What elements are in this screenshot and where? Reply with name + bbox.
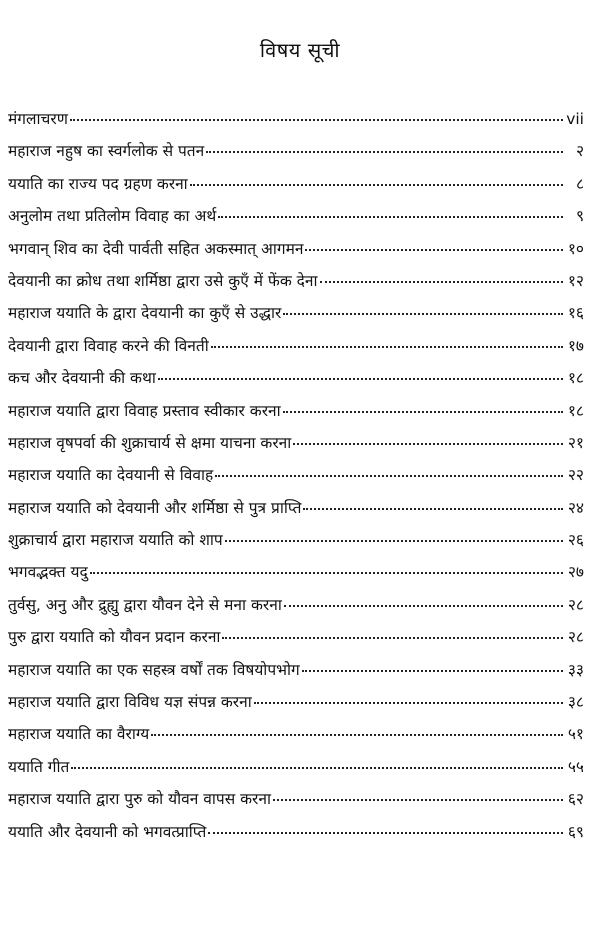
dot-leader <box>283 411 563 413</box>
toc-entry-page-number: vii <box>566 110 584 128</box>
toc-entry <box>8 496 584 528</box>
toc-entry <box>8 334 584 366</box>
toc-entry-page-number: १७ <box>567 336 584 355</box>
toc-entry-title: महाराज ययाति द्वारा विविध यज्ञ संपन्न करना <box>8 693 252 712</box>
toc-entry-page-number: २४ <box>567 498 584 517</box>
toc-entry-title: महाराज ययाति का एक सहस्त्र वर्षों तक विषयोपभोग <box>8 660 300 679</box>
toc-entry <box>8 366 584 398</box>
dot-leader <box>215 475 563 477</box>
toc-entry <box>8 301 584 333</box>
toc-entry-title: भगवान् शिव का देवी पार्वती सहित अकस्मात् आगमन <box>8 239 304 258</box>
toc-entry <box>8 593 584 625</box>
toc-entry-title: महाराज वृषपर्वा की शुक्राचार्य से क्षमा याचना करना <box>8 433 292 452</box>
toc-entry <box>8 399 584 431</box>
toc-entry-title: ययाति गीत <box>8 757 70 776</box>
toc-entry <box>8 658 584 690</box>
toc-entry-title: ययाति का राज्य पद ग्रहण करना <box>8 174 188 193</box>
toc-entry <box>8 269 584 301</box>
toc-entry <box>8 722 584 754</box>
toc-entry <box>8 172 584 204</box>
toc-entry-title: शुक्राचार्य द्वारा महाराज ययाति को शाप <box>8 531 223 550</box>
dot-leader <box>283 313 563 315</box>
toc-entry-page-number: १२ <box>567 271 584 290</box>
toc-entry <box>8 755 584 787</box>
dot-leader <box>225 540 563 542</box>
table-of-contents <box>8 107 584 852</box>
toc-entry <box>8 431 584 463</box>
toc-entry-page-number: १० <box>567 239 584 258</box>
dot-leader <box>71 767 563 769</box>
toc-entry-page-number: ६२ <box>567 790 584 809</box>
toc-entry <box>8 787 584 819</box>
toc-entry-page-number: ३८ <box>567 693 584 712</box>
toc-entry-title: महाराज ययाति के द्वारा देवयानी का कुएँ से उद्धार <box>8 304 282 323</box>
dot-leader <box>151 734 563 736</box>
dot-leader <box>206 151 563 153</box>
toc-entry-title: कच और देवयानी की कथा <box>8 369 156 388</box>
dot-leader <box>302 670 563 672</box>
toc-entry <box>8 820 584 852</box>
toc-entry-page-number: १८ <box>567 401 584 420</box>
toc-entry <box>8 560 584 592</box>
toc-entry <box>8 204 584 236</box>
dot-leader <box>208 832 563 834</box>
toc-entry-page-number: ९ <box>575 207 584 226</box>
toc-entry-title: तुर्वसु, अनु और द्रुह्यु द्वारा यौवन देने से मना करना <box>8 595 282 614</box>
dot-leader <box>254 702 563 704</box>
toc-entry-title: देवयानी द्वारा विवाह करने की विनती <box>8 336 209 355</box>
dot-leader <box>284 605 563 607</box>
toc-entry-page-number: ५५ <box>567 757 584 776</box>
dot-leader <box>70 119 563 121</box>
dot-leader <box>303 508 563 510</box>
toc-entry-title: देवयानी का क्रोध तथा शर्मिष्ठा द्वारा उसे कुएँ में फेंक देना <box>8 271 318 290</box>
toc-entry <box>8 625 584 657</box>
toc-entry-page-number: २८ <box>567 595 584 614</box>
page-title: विषय सूची <box>259 38 341 62</box>
dot-leader <box>273 799 563 801</box>
toc-entry-page-number: ६९ <box>567 822 584 841</box>
dot-leader <box>190 184 563 186</box>
toc-entry-page-number: ८ <box>575 174 584 193</box>
toc-entry-page-number: २७ <box>567 563 584 582</box>
toc-entry-title: महाराज ययाति द्वारा पुरु को यौवन वापस करना <box>8 790 271 809</box>
toc-entry-page-number: २ <box>575 142 584 161</box>
toc-entry <box>8 107 584 139</box>
toc-entry-page-number: २६ <box>567 531 584 550</box>
toc-entry-title: महाराज नहुष का स्वर्गलोक से पतन <box>8 142 205 161</box>
toc-entry-title: पुरु द्वारा ययाति को यौवन प्रदान करना <box>8 628 221 647</box>
toc-entry <box>8 237 584 269</box>
dot-leader <box>320 281 563 283</box>
toc-entry-title: मंगलाचरण <box>8 110 68 128</box>
dot-leader <box>293 443 563 445</box>
toc-entry-page-number: ५१ <box>567 725 584 744</box>
toc-entry-page-number: २२ <box>567 466 584 485</box>
toc-entry-title: अनुलोम तथा प्रतिलोम विवाह का अर्थ <box>8 207 217 226</box>
dot-leader <box>158 378 563 380</box>
toc-entry-title: महाराज ययाति द्वारा विवाह प्रस्ताव स्वीकार करना <box>8 401 281 420</box>
toc-entry-page-number: २१ <box>567 433 584 452</box>
toc-entry <box>8 690 584 722</box>
toc-entry-page-number: ३३ <box>567 660 584 679</box>
toc-entry-title: महाराज ययाति को देवयानी और शर्मिष्ठा से पुत्र प्राप्ति <box>8 498 302 517</box>
toc-entry-title: महाराज ययाति का देवयानी से विवाह <box>8 466 214 485</box>
dot-leader <box>90 572 563 574</box>
toc-entry-page-number: १८ <box>567 369 584 388</box>
toc-entry-title: ययाति और देवयानी को भगवत्प्राप्ति <box>8 822 207 841</box>
dot-leader <box>222 637 563 639</box>
toc-entry-page-number: २८ <box>567 628 584 647</box>
dot-leader <box>218 216 563 218</box>
toc-entry-page-number: १६ <box>567 304 584 323</box>
toc-entry-title: महाराज ययाति का वैराग्य <box>8 725 150 744</box>
toc-entry-title: भगवद्भक्त यदु <box>8 563 88 582</box>
dot-leader <box>211 346 563 348</box>
toc-entry <box>8 528 584 560</box>
toc-entry <box>8 463 584 495</box>
dot-leader <box>305 249 563 251</box>
toc-entry <box>8 139 584 171</box>
